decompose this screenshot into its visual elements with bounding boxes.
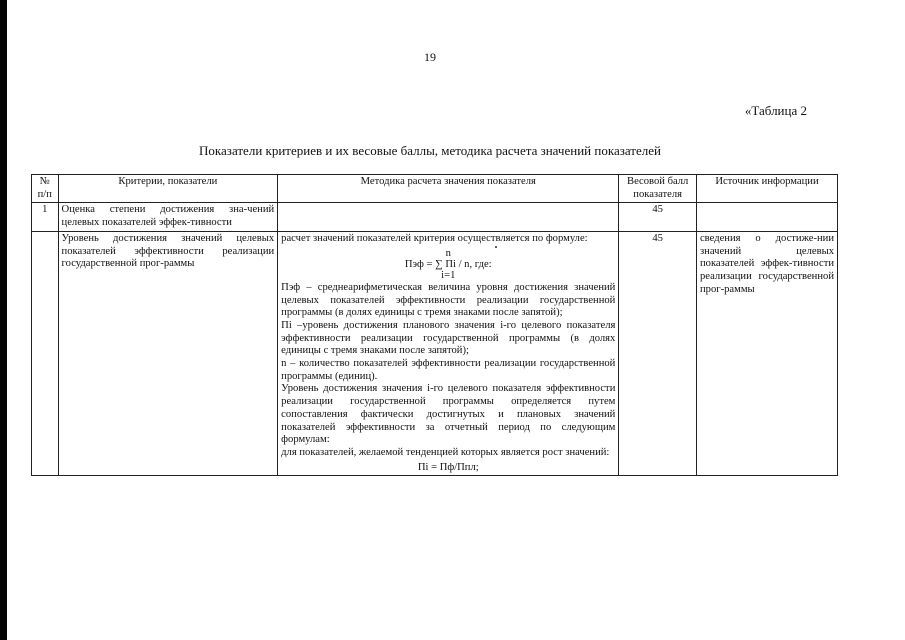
row1-weight: 45	[619, 203, 697, 231]
row2-criteria: Уровень достижения значений целевых показателей эффективности реализации государственной прог-раммы	[58, 231, 278, 476]
formula-lower-limit: i=1	[441, 269, 456, 281]
header-method: Методика расчета значения показателя	[278, 175, 619, 203]
header-criteria: Критерии, показатели	[58, 175, 278, 203]
scan-speck	[495, 246, 497, 248]
criteria-table	[31, 174, 838, 476]
method-intro: расчет значений показателей критерия осуществляется по формуле:	[281, 232, 588, 244]
row1-source	[696, 203, 837, 231]
row1-criteria: Оценка степени достижения зна-чений целевых показателей эффек-тивности	[58, 203, 278, 231]
formula-upper-limit: n	[445, 247, 451, 259]
method-paragraph: Пi –уровень достижения планового значения i-го целевого показателя эффективности реализации государственной программы (в долях единицы с тремя знаками после запятой);	[281, 319, 616, 357]
header-weight: Весовой балл показателя	[619, 175, 697, 203]
method-paragraph: Уровень достижения значения i-го целевого показателя эффективности реализации государственной программы определяется путем сопоставления фактически достигнутых и плановых значений показателей эффективности за отчетный период по следующим формулам:	[281, 383, 616, 446]
formula-growth: Пi = Пф/Ппл;	[417, 461, 479, 473]
page-number: 19	[424, 50, 436, 64]
row2-weight: 45	[619, 231, 697, 476]
header-source: Источник информации	[696, 175, 837, 203]
row2-num	[32, 231, 59, 476]
method-paragraph: для показателей, желаемой тенденцией которых является рост значений:	[281, 446, 610, 458]
table-label: «Таблица 2	[744, 103, 807, 118]
table-row	[32, 231, 838, 476]
method-paragraph: Пэф – среднеарифметическая величина уровня достижения значений целевых показателей эффективности реализации государственной программы (в долях единицы с тремя знаками после запятой);	[281, 281, 616, 319]
formula-mean	[281, 248, 615, 281]
row1-num: 1	[32, 203, 59, 231]
table-row	[32, 203, 838, 231]
row1-method	[278, 203, 619, 231]
row2-source: сведения о достиже-нии значений целевых показателей эффек-тивности реализации государственной прог-раммы	[696, 231, 837, 476]
method-paragraph: n – количество показателей эффективности реализации государственной программы (единиц).	[281, 358, 616, 382]
scan-edge	[0, 0, 7, 640]
row2-method	[278, 231, 619, 476]
table-caption: Показатели критериев и их весовые баллы, методика расчета значений показателей	[199, 143, 661, 158]
formula-expression: Пэф = ∑ Пi / n, где:	[404, 258, 492, 270]
header-num: № п/п	[32, 175, 59, 203]
table-header-row	[32, 175, 838, 203]
